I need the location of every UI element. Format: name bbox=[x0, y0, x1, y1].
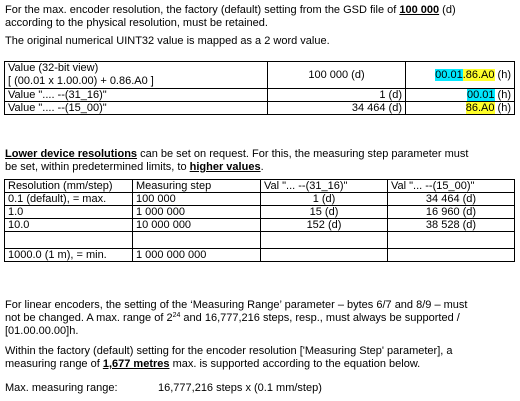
table-row bbox=[5, 102, 515, 115]
table-cell: 00.01 (h) bbox=[406, 89, 515, 102]
table-cell: 15 (d) bbox=[261, 206, 388, 219]
intro-line-1: For the max. encoder resolution, the factory (default) setting from the GSD file of 100 000 (d) bbox=[5, 4, 456, 16]
table-cell: 0.1 (default), = max. bbox=[5, 193, 133, 206]
table-cell: 1000.0 (1 m), = min. bbox=[5, 249, 133, 262]
table-cell: 152 (d) bbox=[261, 219, 388, 232]
table-cell: 100 000 (d) bbox=[268, 62, 406, 89]
equation-label: Max. measuring range: bbox=[5, 382, 118, 394]
table-row bbox=[5, 89, 515, 102]
table-cell: 34 464 (d) bbox=[268, 102, 406, 115]
measuring-range-paragraph: For linear encoders, the setting of the ‘Measuring Range’ parameter – bytes 6/7 and 8/9 – must not be changed. A max. range of $2^{24}$ and 16,777,216 steps, resp., must always be supported / [01.00.00.00]h. bbox=[5, 299, 468, 337]
table-cell: 1 (d) bbox=[268, 89, 406, 102]
resolution-table bbox=[4, 179, 515, 262]
table-cell: 86.A0 (h) bbox=[406, 102, 515, 115]
table-cell: 1 000 000 000 bbox=[133, 249, 261, 262]
table-header-row bbox=[5, 180, 515, 193]
equation bbox=[5, 382, 513, 395]
table-cell: Value ".... --(15_00)" bbox=[5, 102, 268, 115]
table-cell: 00.01.86.A0 (h) bbox=[406, 62, 515, 89]
table-cell: 10 000 000 bbox=[133, 219, 261, 232]
table-cell: 1 (d) bbox=[261, 193, 388, 206]
table-cell: Value ".... --(31_16)" bbox=[5, 89, 268, 102]
table-row bbox=[5, 193, 515, 206]
table-cell bbox=[261, 249, 388, 262]
table-cell: 1.0 bbox=[5, 206, 133, 219]
table-row bbox=[5, 62, 515, 89]
table-cell: 38 528 (d) bbox=[388, 219, 515, 232]
table-header: Measuring step bbox=[133, 180, 261, 193]
factory-setting-paragraph: Within the factory (default) setting for the encoder resolution ['Measuring Step' parameter], a measuring range of 1,677 metres max. is supported according to the equation below. bbox=[5, 345, 453, 370]
table-header: Resolution (mm/step) bbox=[5, 180, 133, 193]
table-row-spacer bbox=[5, 232, 515, 249]
table-header: Val "... --(31_16)" bbox=[261, 180, 388, 193]
table-row bbox=[5, 206, 515, 219]
intro-line-2: according to the physical resolution, must be retained. bbox=[5, 17, 268, 29]
table-cell: 1 000 000 bbox=[133, 206, 261, 219]
table-row bbox=[5, 249, 515, 262]
table-cell: 100 000 bbox=[133, 193, 261, 206]
table-cell: 10.0 bbox=[5, 219, 133, 232]
value-mapping-table bbox=[4, 61, 515, 115]
resolution-paragraph: Lower device resolutions can be set on request. For this, the measuring step parameter must be set, within predetermined limits, to higher values. bbox=[5, 148, 469, 173]
table-cell: 16 960 (d) bbox=[388, 206, 515, 219]
table-header: Val "... --(15_00)" bbox=[388, 180, 515, 193]
table-cell bbox=[388, 249, 515, 262]
intro-paragraph bbox=[5, 4, 513, 48]
table-cell: Value (32-bit view) [ (00.01 x 1.00.00) + 0.86.A0 ] bbox=[5, 62, 268, 89]
table-row bbox=[5, 219, 515, 232]
equation-value: 16,777,216 steps x (0.1 mm/step) bbox=[158, 382, 322, 394]
default-value: 100 000 bbox=[399, 4, 440, 16]
intro-line-3: The original numerical UINT32 value is mapped as a 2 word value. bbox=[5, 35, 330, 47]
table-cell: 34 464 (d) bbox=[388, 193, 515, 206]
